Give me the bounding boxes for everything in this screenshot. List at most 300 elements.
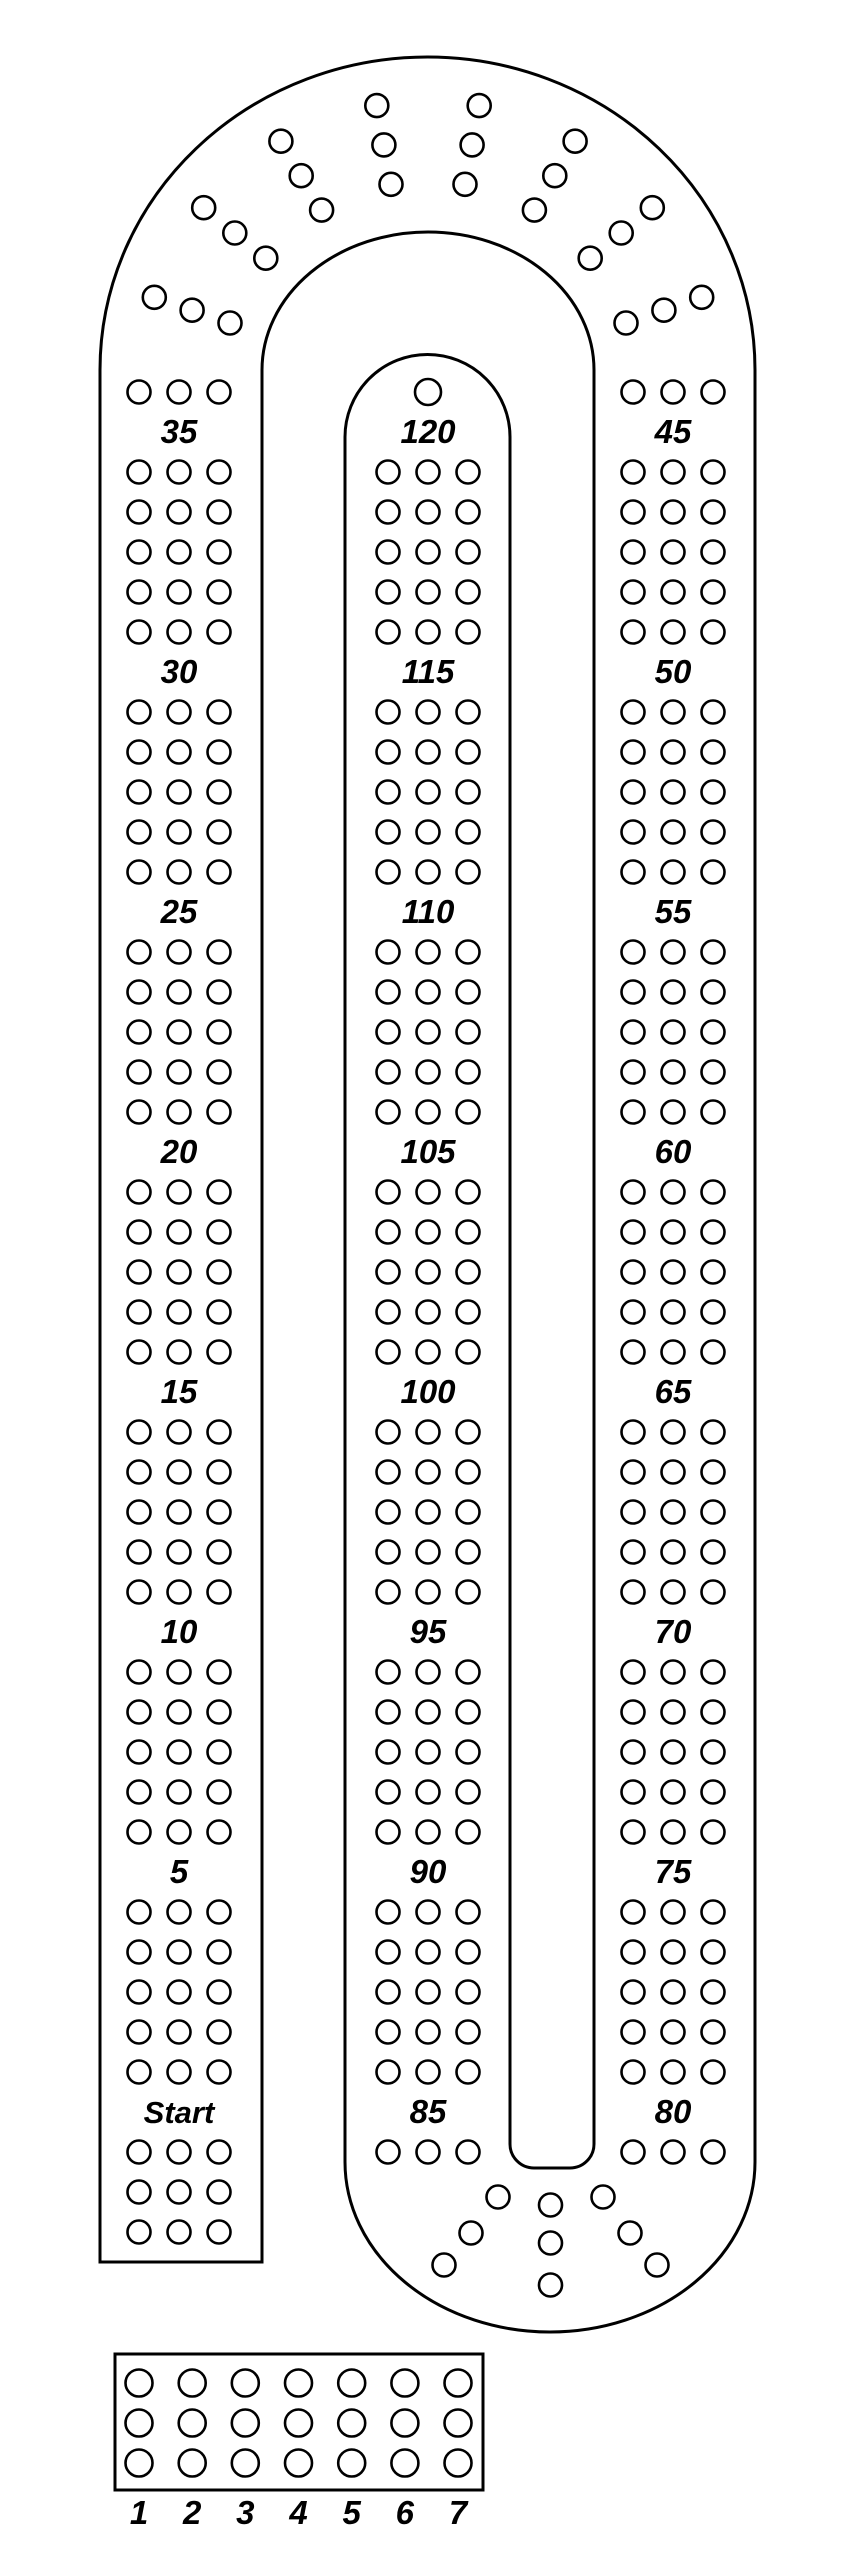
peg-hole xyxy=(457,1461,480,1484)
peg-hole xyxy=(457,1941,480,1964)
peg-hole xyxy=(377,1941,400,1964)
peg-hole xyxy=(208,381,231,404)
peg-hole xyxy=(622,461,645,484)
peg-hole xyxy=(615,312,638,335)
peg-hole xyxy=(168,1341,191,1364)
peg-hole xyxy=(662,1461,685,1484)
peg-hole xyxy=(417,1701,440,1724)
peg-hole xyxy=(690,286,713,309)
peg-hole xyxy=(417,981,440,1004)
track-label-90: 90 xyxy=(409,1853,447,1890)
peg-hole xyxy=(457,1981,480,2004)
game-counter-box xyxy=(115,2354,483,2531)
peg-hole xyxy=(168,2061,191,2084)
peg-hole xyxy=(457,2141,480,2164)
peg-hole xyxy=(128,861,151,884)
peg-hole xyxy=(208,1301,231,1324)
peg-hole xyxy=(622,1901,645,1924)
peg-hole xyxy=(168,1541,191,1564)
peg-hole xyxy=(457,581,480,604)
peg-hole xyxy=(208,1501,231,1524)
peg-hole xyxy=(377,2061,400,2084)
peg-hole xyxy=(377,1501,400,1524)
peg-hole xyxy=(208,1181,231,1204)
peg-hole xyxy=(457,1261,480,1284)
peg-hole xyxy=(417,1781,440,1804)
peg-hole xyxy=(377,981,400,1004)
peg-hole xyxy=(622,1941,645,1964)
peg-hole xyxy=(417,1021,440,1044)
peg-hole xyxy=(208,2021,231,2044)
peg-hole xyxy=(539,2194,562,2217)
counter-label-7: 7 xyxy=(448,2494,468,2531)
peg-hole xyxy=(128,1021,151,1044)
peg-hole xyxy=(128,1781,151,1804)
peg-hole xyxy=(457,461,480,484)
peg-hole xyxy=(457,701,480,724)
peg-hole xyxy=(662,861,685,884)
peg-hole xyxy=(417,1101,440,1124)
peg-hole xyxy=(457,1061,480,1084)
peg-hole xyxy=(622,501,645,524)
peg-hole xyxy=(168,461,191,484)
peg-hole xyxy=(622,1581,645,1604)
peg-hole xyxy=(457,741,480,764)
peg-hole xyxy=(622,1341,645,1364)
peg-hole xyxy=(208,1821,231,1844)
peg-hole xyxy=(622,621,645,644)
peg-hole xyxy=(622,381,645,404)
peg-hole xyxy=(622,1261,645,1284)
peg-hole xyxy=(702,1581,725,1604)
peg-hole xyxy=(232,2450,259,2477)
peg-hole xyxy=(662,1501,685,1524)
peg-hole xyxy=(457,1301,480,1324)
peg-hole xyxy=(622,1981,645,2004)
peg-hole xyxy=(417,2021,440,2044)
peg-hole xyxy=(539,2232,562,2255)
peg-hole xyxy=(702,1461,725,1484)
track-label-5: 5 xyxy=(169,1853,189,1890)
peg-hole xyxy=(128,1981,151,2004)
peg-hole xyxy=(168,1981,191,2004)
peg-hole xyxy=(702,1701,725,1724)
peg-hole xyxy=(417,1221,440,1244)
peg-hole xyxy=(219,312,242,335)
peg-hole xyxy=(285,2450,312,2477)
peg-hole xyxy=(128,461,151,484)
peg-hole xyxy=(487,2186,510,2209)
peg-hole xyxy=(126,2450,153,2477)
peg-hole xyxy=(662,1061,685,1084)
peg-hole xyxy=(168,621,191,644)
peg-hole xyxy=(377,461,400,484)
peg-hole xyxy=(168,1821,191,1844)
peg-hole xyxy=(457,1021,480,1044)
peg-hole xyxy=(128,1341,151,1364)
peg-hole xyxy=(417,1741,440,1764)
peg-hole xyxy=(128,781,151,804)
peg-hole xyxy=(662,1981,685,2004)
peg-hole xyxy=(128,2221,151,2244)
counter-label-6: 6 xyxy=(395,2494,415,2531)
peg-hole xyxy=(128,821,151,844)
peg-hole xyxy=(702,1061,725,1084)
peg-hole xyxy=(702,2021,725,2044)
peg-hole xyxy=(377,1981,400,2004)
peg-hole xyxy=(460,2222,483,2245)
peg-hole xyxy=(208,1941,231,1964)
peg-hole xyxy=(622,1421,645,1444)
peg-hole xyxy=(457,501,480,524)
peg-hole xyxy=(702,581,725,604)
peg-hole xyxy=(457,1541,480,1564)
peg-hole xyxy=(128,741,151,764)
peg-hole xyxy=(208,461,231,484)
peg-hole xyxy=(702,741,725,764)
peg-hole xyxy=(128,1901,151,1924)
game-counter-outline xyxy=(115,2354,483,2490)
peg-hole xyxy=(622,981,645,1004)
peg-hole xyxy=(391,2370,418,2397)
peg-hole xyxy=(417,621,440,644)
peg-hole xyxy=(128,1501,151,1524)
track-label-25: 25 xyxy=(160,893,198,930)
track-label-65: 65 xyxy=(654,1373,692,1410)
peg-hole xyxy=(457,2061,480,2084)
peg-hole xyxy=(128,621,151,644)
track-label-10: 10 xyxy=(160,1613,198,1650)
peg-hole xyxy=(377,1781,400,1804)
peg-hole xyxy=(208,1101,231,1124)
peg-hole xyxy=(192,196,215,219)
peg-hole xyxy=(208,1061,231,1084)
peg-hole xyxy=(377,1181,400,1204)
peg-hole xyxy=(622,2141,645,2164)
peg-hole xyxy=(128,1741,151,1764)
peg-hole xyxy=(377,1341,400,1364)
peg-hole xyxy=(377,701,400,724)
peg-hole xyxy=(652,299,675,322)
peg-hole xyxy=(622,581,645,604)
peg-hole xyxy=(208,621,231,644)
peg-hole xyxy=(417,1261,440,1284)
peg-hole xyxy=(377,1581,400,1604)
peg-hole xyxy=(168,1781,191,1804)
peg-hole xyxy=(417,1501,440,1524)
peg-hole xyxy=(338,2370,365,2397)
peg-hole xyxy=(168,701,191,724)
peg-hole xyxy=(622,1661,645,1684)
peg-hole xyxy=(377,1461,400,1484)
peg-hole xyxy=(417,501,440,524)
peg-hole xyxy=(377,1701,400,1724)
peg-hole xyxy=(622,1221,645,1244)
peg-hole xyxy=(662,1821,685,1844)
peg-hole xyxy=(622,821,645,844)
track-label-105: 105 xyxy=(400,1133,456,1170)
top-curve-holes xyxy=(143,94,713,334)
peg-hole xyxy=(702,1501,725,1524)
track-label-35: 35 xyxy=(160,413,198,450)
peg-hole xyxy=(168,1061,191,1084)
peg-hole xyxy=(662,941,685,964)
peg-hole xyxy=(417,1341,440,1364)
peg-hole xyxy=(208,2221,231,2244)
peg-hole xyxy=(702,981,725,1004)
peg-hole xyxy=(622,1741,645,1764)
peg-hole xyxy=(662,581,685,604)
peg-hole xyxy=(662,1301,685,1324)
peg-hole xyxy=(662,1261,685,1284)
peg-hole xyxy=(168,1581,191,1604)
peg-hole xyxy=(702,781,725,804)
peg-hole xyxy=(377,1261,400,1284)
peg-hole xyxy=(662,1661,685,1684)
peg-hole xyxy=(457,981,480,1004)
peg-hole xyxy=(377,1901,400,1924)
peg-hole xyxy=(377,1301,400,1324)
peg-hole xyxy=(662,1581,685,1604)
peg-hole xyxy=(646,2254,669,2277)
peg-hole xyxy=(417,461,440,484)
peg-hole xyxy=(128,2061,151,2084)
peg-hole xyxy=(181,299,204,322)
track-label-30: 30 xyxy=(160,653,198,690)
peg-hole xyxy=(168,1461,191,1484)
peg-hole xyxy=(662,1741,685,1764)
board-outline xyxy=(100,57,755,2332)
peg-hole xyxy=(179,2410,206,2437)
peg-hole xyxy=(208,1221,231,1244)
peg-hole xyxy=(208,1741,231,1764)
peg-hole xyxy=(619,2222,642,2245)
peg-hole xyxy=(457,781,480,804)
peg-hole xyxy=(417,1061,440,1084)
peg-hole xyxy=(622,1181,645,1204)
track-label-70: 70 xyxy=(654,1613,692,1650)
peg-hole xyxy=(380,173,403,196)
peg-hole xyxy=(662,501,685,524)
peg-hole xyxy=(372,133,395,156)
peg-hole xyxy=(417,701,440,724)
peg-hole xyxy=(457,2021,480,2044)
peg-hole xyxy=(365,94,388,117)
peg-hole xyxy=(208,2181,231,2204)
peg-hole xyxy=(208,981,231,1004)
peg-hole xyxy=(662,1541,685,1564)
peg-hole xyxy=(662,981,685,1004)
peg-hole xyxy=(457,1181,480,1204)
peg-hole xyxy=(168,1901,191,1924)
peg-hole xyxy=(128,1581,151,1604)
peg-hole xyxy=(417,1941,440,1964)
peg-hole xyxy=(622,1781,645,1804)
peg-hole xyxy=(168,1181,191,1204)
peg-hole xyxy=(702,621,725,644)
right-track-column xyxy=(622,381,725,2164)
peg-hole xyxy=(702,1181,725,1204)
peg-hole xyxy=(622,701,645,724)
peg-hole xyxy=(662,1221,685,1244)
peg-hole xyxy=(310,199,333,222)
peg-hole xyxy=(168,741,191,764)
peg-hole xyxy=(377,1661,400,1684)
peg-hole xyxy=(208,2141,231,2164)
peg-hole xyxy=(417,1181,440,1204)
peg-hole xyxy=(457,821,480,844)
peg-hole xyxy=(445,2370,472,2397)
peg-hole xyxy=(702,461,725,484)
peg-hole xyxy=(168,1101,191,1124)
peg-hole xyxy=(377,1221,400,1244)
peg-hole xyxy=(168,2221,191,2244)
peg-hole xyxy=(377,1021,400,1044)
peg-hole xyxy=(128,2181,151,2204)
peg-hole xyxy=(208,1581,231,1604)
peg-hole xyxy=(415,379,441,405)
peg-hole xyxy=(208,501,231,524)
peg-hole xyxy=(168,2021,191,2044)
peg-hole xyxy=(232,2410,259,2437)
peg-hole xyxy=(702,861,725,884)
peg-hole xyxy=(208,1541,231,1564)
peg-hole xyxy=(377,1101,400,1124)
peg-hole xyxy=(168,981,191,1004)
peg-hole xyxy=(143,286,166,309)
track-label-15: 15 xyxy=(160,1373,198,1410)
peg-hole xyxy=(290,164,313,187)
peg-hole xyxy=(168,1661,191,1684)
peg-hole xyxy=(417,1301,440,1324)
peg-hole xyxy=(128,2021,151,2044)
peg-hole xyxy=(702,1101,725,1124)
peg-hole xyxy=(662,621,685,644)
peg-hole xyxy=(208,701,231,724)
peg-hole xyxy=(417,1901,440,1924)
peg-hole xyxy=(417,541,440,564)
peg-hole xyxy=(417,941,440,964)
peg-hole xyxy=(622,741,645,764)
peg-hole xyxy=(662,1181,685,1204)
peg-hole xyxy=(128,1061,151,1084)
peg-hole xyxy=(622,1701,645,1724)
peg-hole xyxy=(417,741,440,764)
track-label-20: 20 xyxy=(160,1133,198,1170)
peg-hole xyxy=(579,247,602,270)
peg-hole xyxy=(128,581,151,604)
peg-hole xyxy=(377,821,400,844)
peg-hole xyxy=(208,781,231,804)
track-label-50: 50 xyxy=(654,653,692,690)
peg-hole xyxy=(468,94,491,117)
peg-hole xyxy=(662,1101,685,1124)
peg-hole xyxy=(377,1541,400,1564)
bottom-curve-holes xyxy=(433,2186,669,2297)
peg-hole xyxy=(208,741,231,764)
peg-hole xyxy=(662,821,685,844)
peg-hole xyxy=(377,2021,400,2044)
peg-hole xyxy=(702,2061,725,2084)
peg-hole xyxy=(702,1221,725,1244)
peg-hole xyxy=(208,1341,231,1364)
peg-hole xyxy=(168,1261,191,1284)
peg-hole xyxy=(128,941,151,964)
peg-hole xyxy=(168,781,191,804)
peg-hole xyxy=(338,2450,365,2477)
peg-hole xyxy=(445,2450,472,2477)
peg-hole xyxy=(269,130,292,153)
peg-hole xyxy=(461,133,484,156)
peg-hole xyxy=(168,541,191,564)
counter-label-1: 1 xyxy=(129,2494,149,2531)
peg-hole xyxy=(223,222,246,245)
peg-hole xyxy=(622,1061,645,1084)
track-label-80: 80 xyxy=(654,2093,692,2130)
peg-hole xyxy=(128,701,151,724)
peg-hole xyxy=(457,941,480,964)
peg-hole xyxy=(128,1661,151,1684)
track-label-45: 45 xyxy=(654,413,692,450)
peg-hole xyxy=(662,701,685,724)
peg-hole xyxy=(128,1261,151,1284)
peg-hole xyxy=(208,1261,231,1284)
track-label-120: 120 xyxy=(400,413,456,450)
peg-hole xyxy=(622,1501,645,1524)
peg-hole xyxy=(417,1821,440,1844)
peg-hole xyxy=(168,821,191,844)
peg-hole xyxy=(622,541,645,564)
peg-hole xyxy=(391,2410,418,2437)
peg-hole xyxy=(417,1981,440,2004)
peg-hole xyxy=(622,1301,645,1324)
peg-hole xyxy=(457,1781,480,1804)
peg-hole xyxy=(128,381,151,404)
peg-hole xyxy=(457,861,480,884)
peg-hole xyxy=(457,1741,480,1764)
peg-hole xyxy=(168,861,191,884)
peg-hole xyxy=(417,1461,440,1484)
peg-hole xyxy=(622,1541,645,1564)
peg-hole xyxy=(662,1421,685,1444)
peg-hole xyxy=(128,2141,151,2164)
peg-hole xyxy=(168,2141,191,2164)
peg-hole xyxy=(377,541,400,564)
peg-hole xyxy=(128,1701,151,1724)
peg-hole xyxy=(208,1661,231,1684)
peg-hole xyxy=(208,1901,231,1924)
peg-hole xyxy=(662,2021,685,2044)
peg-hole xyxy=(662,741,685,764)
peg-hole xyxy=(457,1501,480,1524)
peg-hole xyxy=(702,1781,725,1804)
counter-label-4: 4 xyxy=(289,2494,308,2531)
counter-label-3: 3 xyxy=(236,2494,255,2531)
peg-hole xyxy=(622,861,645,884)
peg-hole xyxy=(702,541,725,564)
peg-hole xyxy=(702,2141,725,2164)
peg-hole xyxy=(208,941,231,964)
peg-hole xyxy=(417,1661,440,1684)
peg-hole xyxy=(662,1341,685,1364)
peg-hole xyxy=(168,941,191,964)
peg-hole xyxy=(179,2450,206,2477)
peg-hole xyxy=(622,2061,645,2084)
track-label-60: 60 xyxy=(654,1133,692,1170)
peg-hole xyxy=(168,581,191,604)
peg-hole xyxy=(285,2370,312,2397)
peg-hole xyxy=(457,621,480,644)
